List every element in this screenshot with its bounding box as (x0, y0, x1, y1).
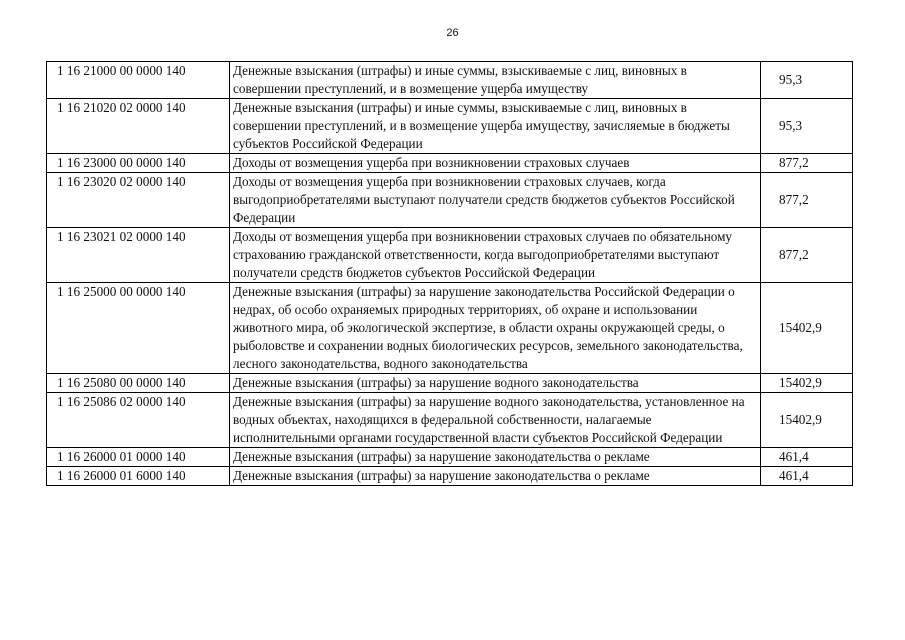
budget-code-cell: 1 16 21020 02 0000 140 (47, 99, 230, 154)
table-row (47, 173, 853, 228)
table-row (47, 228, 853, 283)
amount-cell: 877,2 (761, 154, 853, 173)
description-cell: Денежные взыскания (штрафы) и иные суммы, взыскиваемые с лиц, виновных в совершении преступлений, и в возмещение ущерба имуществу, зачисляемые в бюджеты субъектов Российской Федерации (230, 99, 761, 154)
table-row (47, 154, 853, 173)
amount-cell: 877,2 (761, 228, 853, 283)
budget-code-cell: 1 16 26000 01 0000 140 (47, 448, 230, 467)
amount-cell: 15402,9 (761, 374, 853, 393)
description-cell: Денежные взыскания (штрафы) за нарушение законодательства Российской Федерации о недрах, об особо охраняемых природных территориях, об охране и использовании животного мира, об экологической экспертизе, в области охраны окружающей среды, о рыболовстве и сохранении водных биологических ресурсов, земельного законодательства, лесного законодательства, водного законодательства (230, 283, 761, 374)
table-row (47, 99, 853, 154)
table-row (47, 283, 853, 374)
budget-code-cell: 1 16 25080 00 0000 140 (47, 374, 230, 393)
table-row (47, 62, 853, 99)
amount-cell: 461,4 (761, 448, 853, 467)
budget-code-cell: 1 16 25086 02 0000 140 (47, 393, 230, 448)
description-cell: Денежные взыскания (штрафы) за нарушение законодательства о рекламе (230, 467, 761, 486)
description-cell: Доходы от возмещения ущерба при возникновении страховых случаев (230, 154, 761, 173)
budget-revenue-table (46, 61, 853, 486)
budget-code-cell: 1 16 25000 00 0000 140 (47, 283, 230, 374)
description-cell: Доходы от возмещения ущерба при возникновении страховых случаев, когда выгодоприобретателями выступают получатели средств бюджетов субъектов Российской Федерации (230, 173, 761, 228)
table-row (47, 467, 853, 486)
budget-code-cell: 1 16 21000 00 0000 140 (47, 62, 230, 99)
budget-code-cell: 1 16 23021 02 0000 140 (47, 228, 230, 283)
description-cell: Денежные взыскания (штрафы) и иные суммы, взыскиваемые с лиц, виновных в совершении преступлений, и в возмещение ущерба имуществу (230, 62, 761, 99)
table-row (47, 448, 853, 467)
budget-code-cell: 1 16 23000 00 0000 140 (47, 154, 230, 173)
description-cell: Доходы от возмещения ущерба при возникновении страховых случаев по обязательному страхованию гражданской ответственности, когда выгодоприобретателями выступают получатели средств бюджетов субъектов Российской Федерации (230, 228, 761, 283)
amount-cell: 877,2 (761, 173, 853, 228)
budget-code-cell: 1 16 23020 02 0000 140 (47, 173, 230, 228)
amount-cell: 95,3 (761, 99, 853, 154)
budget-code-cell: 1 16 26000 01 6000 140 (47, 467, 230, 486)
page-number: 26 (446, 27, 459, 39)
amount-cell: 15402,9 (761, 283, 853, 374)
table-row (47, 393, 853, 448)
amount-cell: 461,4 (761, 467, 853, 486)
description-cell: Денежные взыскания (штрафы) за нарушение водного законодательства (230, 374, 761, 393)
description-cell: Денежные взыскания (штрафы) за нарушение водного законодательства, установленное на водных объектах, находящихся в федеральной собственности, налагаемые исполнительными органами государственной власти субъектов Российской Федерации (230, 393, 761, 448)
amount-cell: 15402,9 (761, 393, 853, 448)
amount-cell: 95,3 (761, 62, 853, 99)
table-row (47, 374, 853, 393)
description-cell: Денежные взыскания (штрафы) за нарушение законодательства о рекламе (230, 448, 761, 467)
